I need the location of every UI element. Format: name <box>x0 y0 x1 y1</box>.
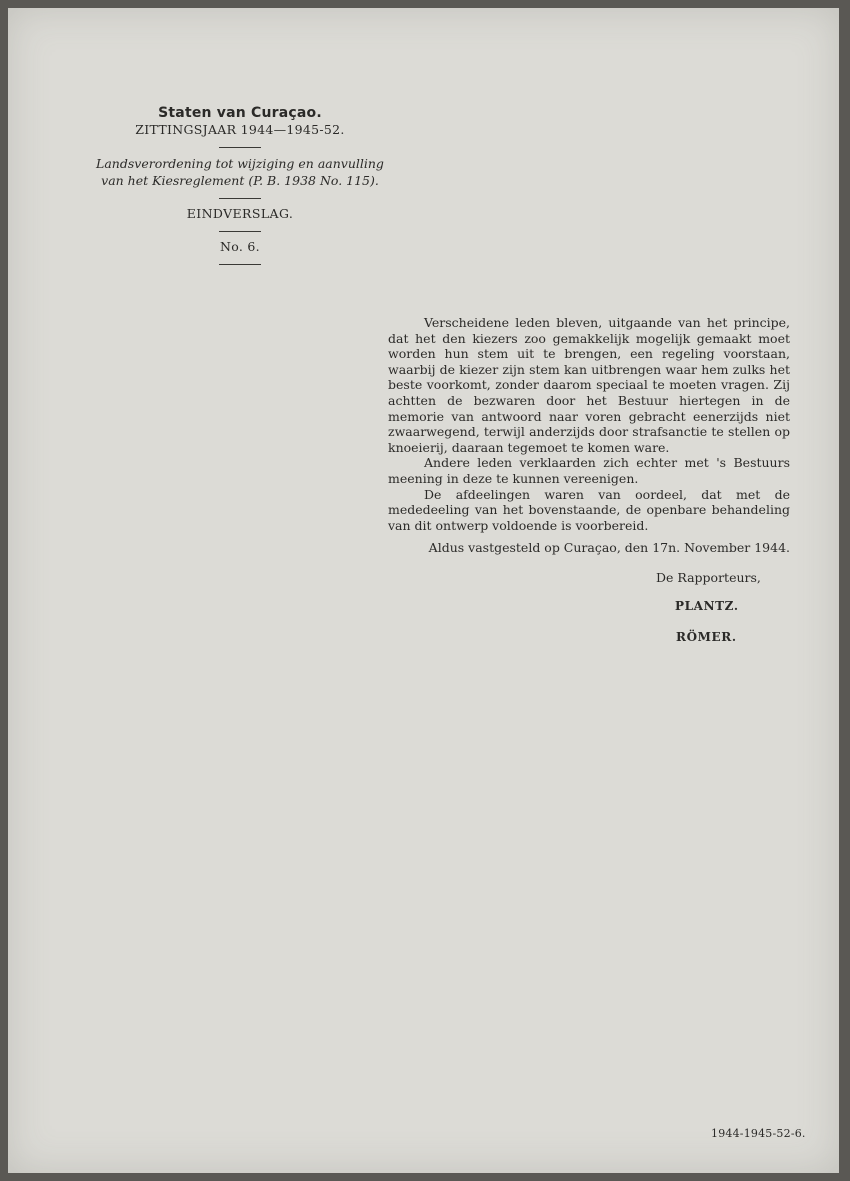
report-title: EINDVERSLAG. <box>186 206 294 221</box>
organization-name: Staten van Curaçao. <box>158 105 322 121</box>
closing-statement <box>388 540 790 556</box>
header-divider <box>219 198 261 199</box>
subject-line: van het Kiesreglement (P. B. 1938 No. 115). <box>101 173 379 188</box>
header-divider <box>219 147 261 148</box>
signer-name: RÖMER. <box>676 630 737 644</box>
report-number: No. 6. <box>220 239 260 254</box>
body-paragraph: De afdeelingen waren van oordeel, dat met de mededeeling van het bovenstaande, de openbare behandeling van dit ontwerp voldoende is voorbereid. <box>388 486 790 533</box>
header-divider <box>219 231 261 232</box>
body-paragraph: Verscheidene leden bleven, uitgaande van het principe, dat het den kiezers zoo gemakkelijk mogelijk gemaakt moet worden hun stem uit te brengen, een regeling voorstaan, waarbij de kiezer zijn stem kan uitbrengen waar hem zulks het beste voorkomt, zonder daarom speciaal te moeten vragen. Zij achtten de bezwaren door het Bestuur hiertegen in de memorie van antwoord naar voren gebracht eenerzijds niet zwaarwegend, terwijl anderzijds door strafsanctie te stellen op knoeierij, daaraan tegemoet te komen ware. <box>388 315 790 455</box>
body-paragraph: Andere leden verklaarden zich echter met 's Bestuurs meening in deze te kunnen vereenigen. <box>388 455 790 486</box>
document-page <box>8 8 839 1173</box>
signers-label: De Rapporteurs, <box>656 570 761 585</box>
header-divider <box>219 264 261 265</box>
signer-name: PLANTZ. <box>675 599 739 613</box>
subject-line: Landsverordening tot wijziging en aanvulling <box>96 156 384 171</box>
document-reference: 1944-1945-52-6. <box>711 1127 806 1140</box>
session-year: ZITTINGSJAAR 1944—1945-52. <box>135 122 345 137</box>
adoption-statement: Aldus vastgesteld op Curaçao, den 17n. November 1944. <box>428 540 790 555</box>
document-header <box>58 104 422 272</box>
report-body <box>388 315 790 533</box>
